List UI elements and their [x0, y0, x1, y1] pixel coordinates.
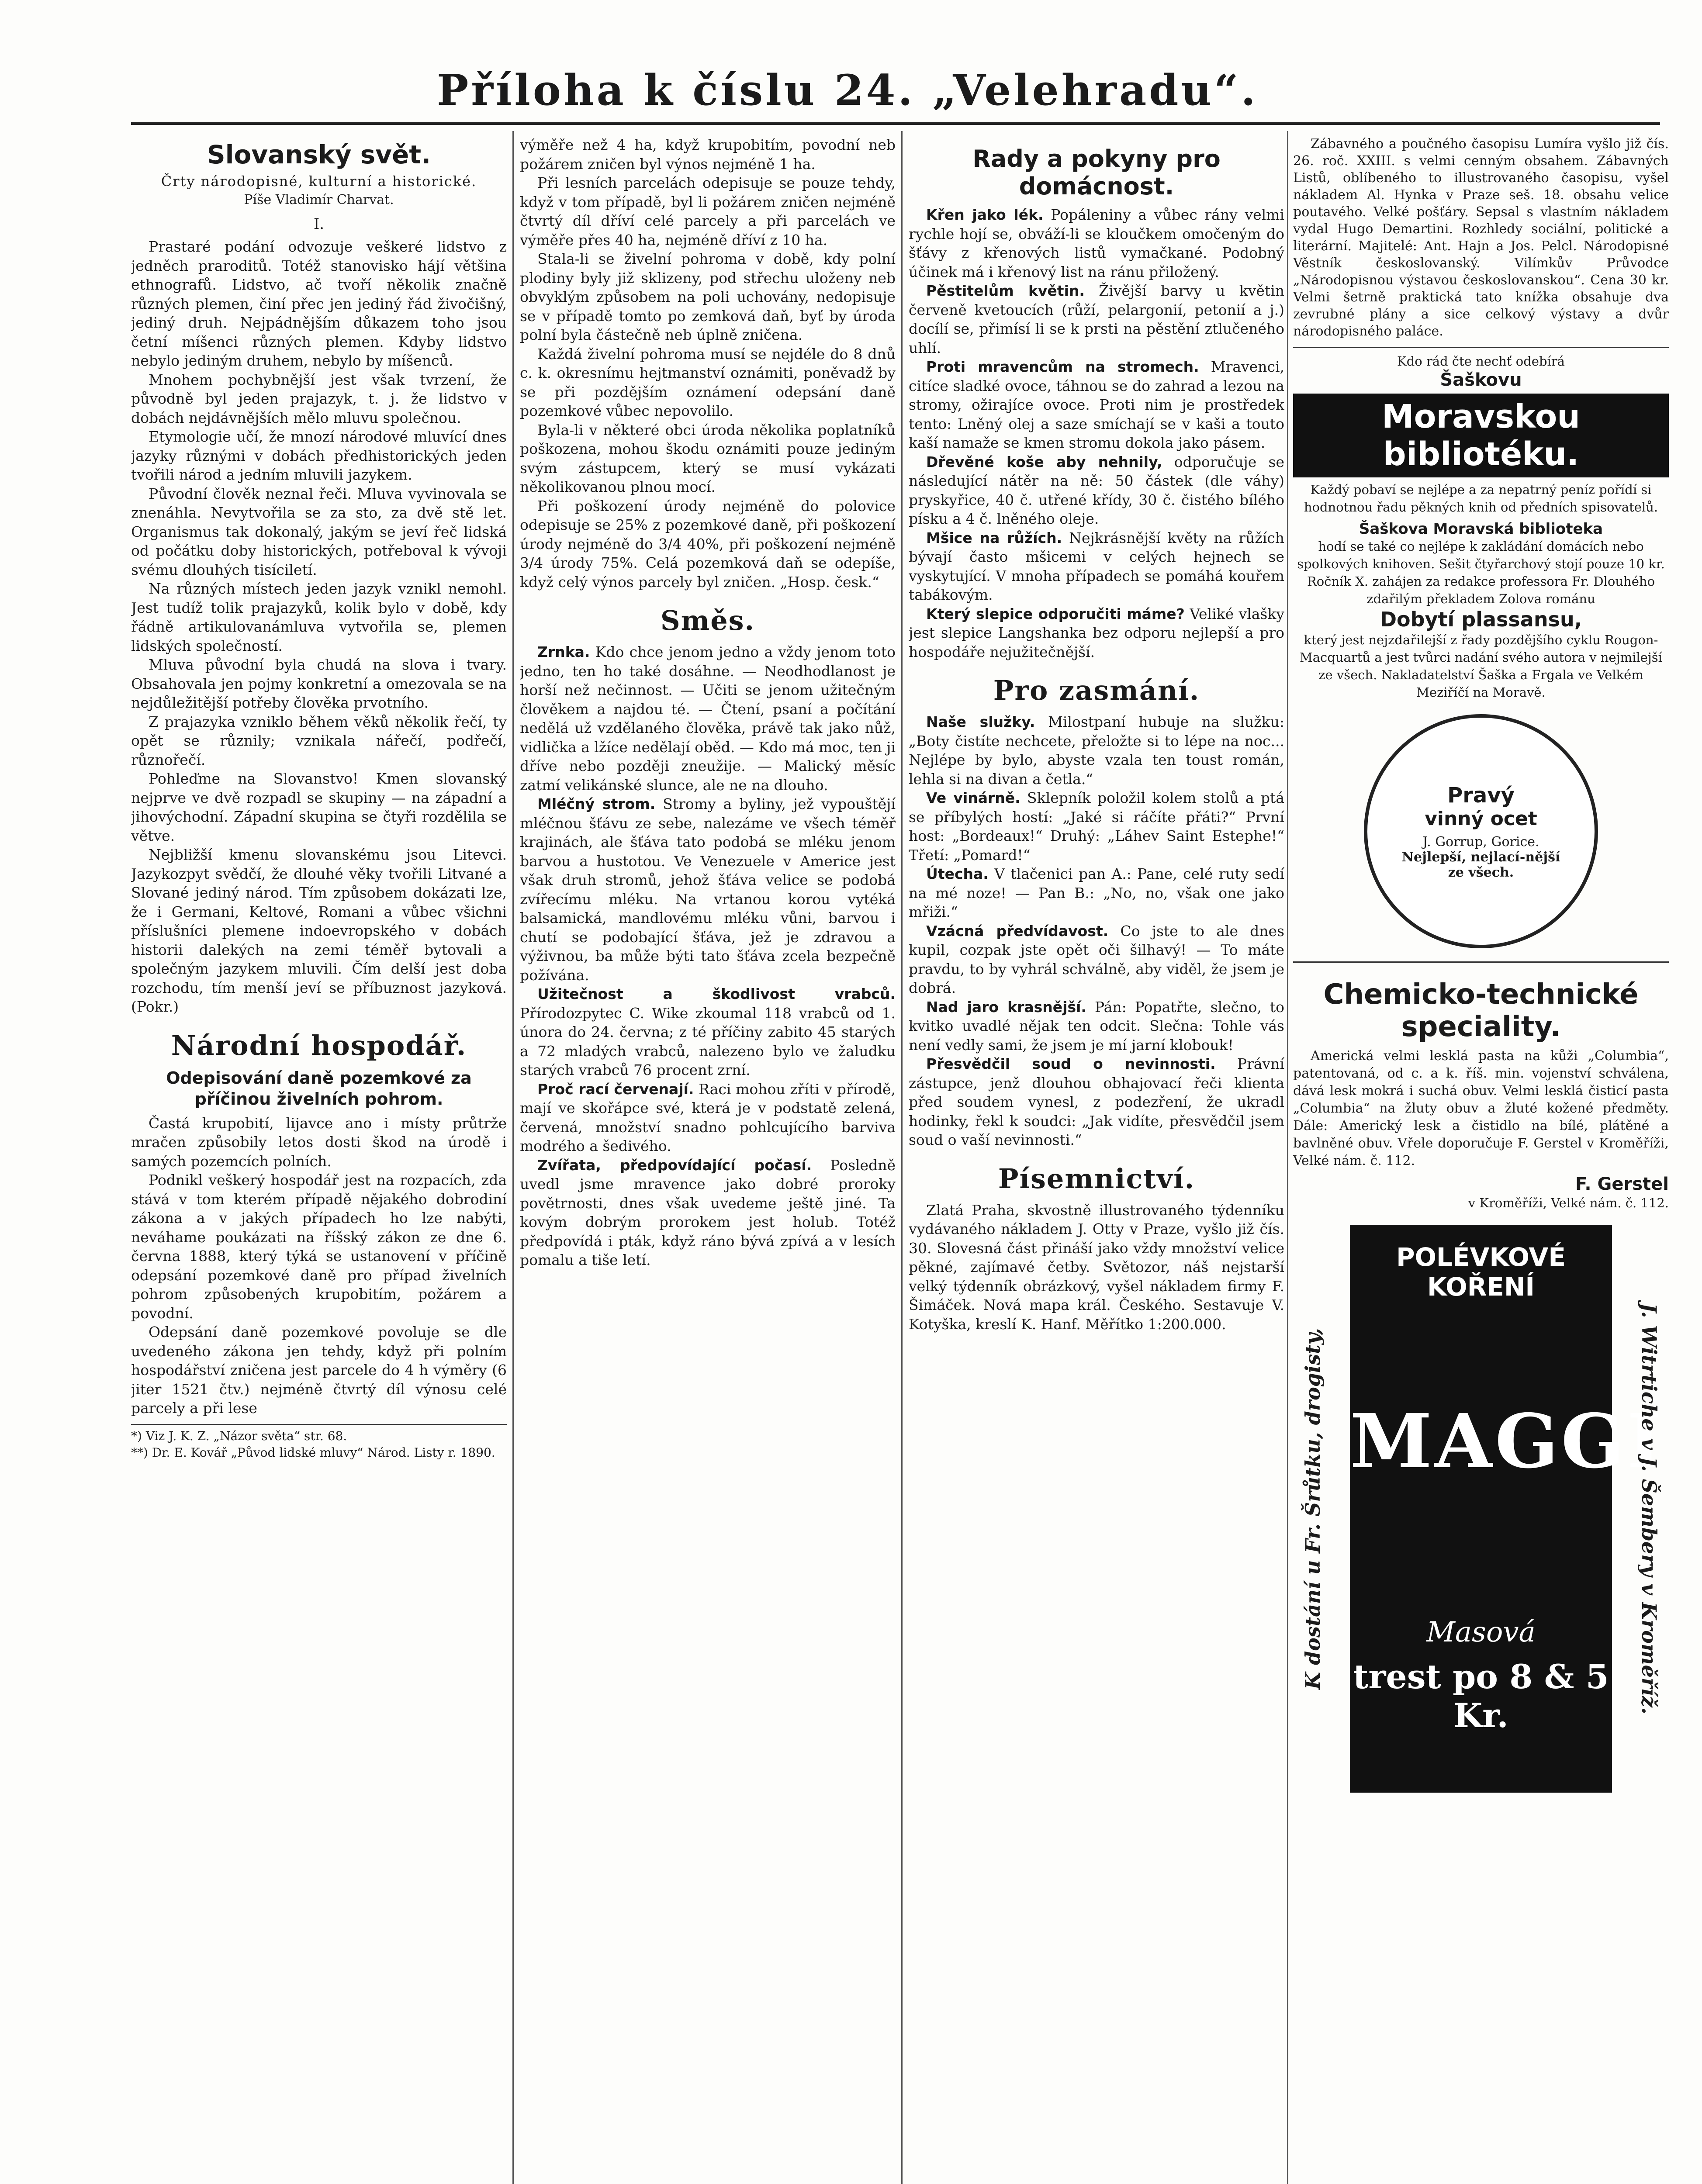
news-item — [520, 1156, 896, 1270]
item-text: V tlačenici pan A.: Pane, celé ruty sedí na mé noze! — Pan B.: „No, no, však one jako mřiži.“ — [909, 865, 1284, 920]
news-item — [909, 281, 1284, 357]
section-heading: Směs. — [660, 605, 755, 636]
seal-line: Nejlepší, nejlací-nější ze všech. — [1401, 850, 1560, 880]
item-heading: Proti mravencům na stromech. — [926, 358, 1199, 375]
column-4 — [1293, 135, 1669, 2184]
paragraph: Stala-li se živelní pohroma v době, kdy polní plodiny byly již sklizeny, pod střechu uloženy neb obvyklým způsobem na poli uchovány, nedopisuje se v případě tomto po zemková daň, byť by úroda polní byla částečně neb úplně zničena. — [520, 250, 896, 343]
item-heading: Užitečnost a škodlivost vrabců. — [537, 985, 896, 1002]
item-heading: Zvířata, předpovídající počasí. — [537, 1156, 812, 1174]
maggi-line: KOŘENÍ — [1427, 1272, 1535, 1302]
item-text: Stromy a byliny, jež vypouštějí mléčnou šťávu ze sebe, nalezáme ve všech téměř krajinách, ale šťáva tato podobá se mléku jenom barvou a hustotou. Ve Venezuele v Americe jest však druh stromů, jehož šťáva velice se podobá zvířecímu mléku. Na vrtanou korou vytéká balsamická, mandlovému mléku vůni, barvou i chutí se podobající šťáva, jež je zdravou a výživnou, ba může býti tato šťáva zcela bezpečně požívána. — [520, 795, 896, 984]
paragraph: Mluva původní byla chudá na slova i tvary. Obsahovala jen pojmy konkretní a omezovala se na nejdůležitější potřeby člověka prvotního. — [131, 656, 507, 711]
news-item — [909, 998, 1284, 1055]
maggi-price: trest po 8 & 5 Kr. — [1353, 1657, 1609, 1735]
ad-novel-title: Dobytí plassansu, — [1380, 608, 1582, 631]
ad-signer: F. Gerstel — [1575, 1174, 1669, 1194]
ad-publisher: Šaškovu — [1440, 370, 1522, 390]
paragraph: Nejbližší kmenu slovanskému jsou Litevci. Jazykozpyt svědčí, že dlouhé věky tvořili Litvané a Slované jediný národ. Tím způsobem dokázati lze, že i Germani, Keltové, Romani a vůbec všichni příslušníci plemene indoevropského v dobách historii dalekých na zemi téměř bytovali a společným jazykem mluvili. Čím delší jest doba rozchodu, tím menší jeví se příbuznost jazyková. (Pokr.) — [131, 846, 507, 1015]
item-heading: Dřevěné koše aby nehnily, — [926, 453, 1162, 470]
item-text: Veliké vlašky jest slepice Langshanka bez odporu nejlepší a pro hospodáře nejužitečnější. — [909, 605, 1284, 660]
maggi-line: POLÉVKOVÉ — [1396, 1242, 1566, 1272]
paragraph: Podnikl veškerý hospodář jest na rozpacích, zda stává v tom kterém případě nějakého dobrodiní zákona a v jakých případech ho lze nabýti, neváhame poukázati na říšský zákon ze dne 6. června 1888, který týká se ustanovení v příčině odepsání pozemkové daně pro případ živelních pohrom způsobených krupobitím, požárem a povodní. — [131, 1171, 507, 1322]
news-item — [520, 985, 896, 1080]
paragraph: Z prajazyka vzniklo během věků několik řečí, ty opět se různily; vznikala nářečí, podřečí, různořečí. — [131, 713, 507, 768]
seal-line: J. Gorrup, Gorice. — [1422, 834, 1539, 850]
news-item — [909, 712, 1284, 788]
ad-subtitle: Šaškova Moravská biblioteka — [1359, 520, 1603, 538]
news-item — [909, 529, 1284, 605]
ad-text: hodí se také co nejlépe k zakládání domácích nebo spolkových knihoven. Sešit čtyřarchový stojí pouze 10 kr. — [1297, 539, 1665, 571]
news-item — [909, 788, 1284, 864]
paragraph: Častá krupobití, lijavce ano i místy průtrže mračen způsobily letos dosti škod na úrodě i samých pozemcích polních. — [131, 1114, 507, 1170]
masthead-rule — [131, 122, 1660, 125]
item-text: Raci mohou zříti v přírodě, mají ve skořápce své, která je v podstatě zelená, červená, množství snadno pohlcujícího barviva modrého a šedivého. — [520, 1080, 896, 1154]
section-subheading: Odepisování daně pozemkové za příčinou živelních pohrom. — [166, 1068, 472, 1109]
item-text: Kdo chce jenom jedno a vždy jenom toto jedno, ten ho také dosáhne. — Neodhodlanost je horší než nečinnost. — Učiti se jenom užitečným člověkem a najdou té. — Čtení, psaní a počítání nedělá už vzdělaného člověka, právě tak jako nůž, vidlička a lžíce nedělají oběd. — Kdo má moc, ten ji dříve nebo později zneužije. — Malický měsíc zatmí velikánské slunce, ale ne na dlouho. — [520, 643, 896, 794]
paragraph: Na různých místech jeden jazyk vznikl nemohl. Jest tudíž tolik prajazyků, kolik bylo v době, kdy řádně artikulovanámluva vytvořila se, plemen lidských společností. — [131, 580, 507, 654]
news-item — [520, 795, 896, 985]
advertisement-chemical — [1293, 961, 1669, 1212]
item-text: Sklepník položil kolem stolů a ptá se příbylých hostí: „Jaké si ráčíte přáti?“ První host: „Bordeaux!“ Druhý: „Láhev Saint Estephe!“ Třetí: „Pomard!“ — [909, 789, 1284, 864]
seal-line: vinný ocet — [1425, 808, 1537, 830]
item-text: Živější barvy u květin červeně kvetoucích (růží, pelargonií, petonií a j.) docílí se, přimísí li se k prsti na pěstění ztlučeného uhlí. — [909, 282, 1284, 356]
item-heading: Mšice na růžích. — [926, 529, 1062, 546]
paragraph: Každá živelní pohroma musí se nejdéle do 8 dnů c. k. okresnímu hejtmanství oznámiti, poněvadž by se při pozdějším oznámení odepsání daně pozemkové vůbec nepovolilo. — [520, 345, 896, 419]
section-heading: Písemnictví. — [998, 1162, 1195, 1195]
ad-text: Každý pobaví se nejlépe a za nepatrný peníz pořídí si hodnotnou řadu pěkných knih od předních spisovatelů. — [1304, 482, 1658, 515]
ad-title: Moravskou bibliotéku. — [1293, 394, 1669, 477]
column-divider — [512, 131, 514, 2184]
item-heading: Který slepice odporučiti máme? — [926, 605, 1185, 622]
footnote: **) Dr. E. Kovář „Původ lidské mluvy“ Národ. Listy r. 1890. — [131, 1445, 495, 1460]
paragraph: Při lesních parcelách odepisuje se pouze tehdy, když v tom případě, byl li požárem zničen nejméně čtvrtý díl dříví celé parcely a při parcelách ve výměře přes 40 ha, nejméně dříví z 10 ha. — [520, 174, 896, 249]
maggi-right-text: J. Witrtiche v J. Šembery v Kroměříž. — [1637, 1303, 1661, 1714]
ad-tagline: Kdo rád čte nechť odebírá — [1397, 354, 1565, 369]
news-item — [520, 1080, 896, 1156]
item-text: Milostpaní hubuje na služku: „Boty čistíte nechcete, přeložte si to lépe na noc... Nejlépe by bylo, abyste vzala ten toust román, lehla si na divan a četla.“ — [909, 713, 1284, 788]
ad-address: v Kroměříži, Velké nám. č. 112. — [1468, 1196, 1669, 1210]
article-title: Slovanský svět. — [207, 140, 431, 169]
paragraph: Byla-li v některé obci úroda několika poplatníků poškozena, mohou škodu oznámiti pouze jediným svým zástupcem, který se musí vykázati několikovanou plnou mocí. — [520, 421, 896, 495]
news-item — [909, 922, 1284, 998]
paragraph: Zlatá Praha, skvostně illustrovaného týdenníku vydávaného nákladem J. Otty v Praze, vyšlo již čís. 30. Slovesná část přináší jako vždy množství velice pěkné, zajímavé četby. Světozor, náš nejstarší velký týdenník obrázkový, vyšel nákladem firmy F. Šimáček. Nová mapa král. Českého. Sestavuje V. Kotyška, kreslí K. Hanf. Měřítko 1:200.000. — [909, 1201, 1284, 1333]
paragraph: Odepsání daně pozemkové povoluje se dle uvedeného zákona jen tehdy, když při polním hospodářství zničena jest parcele do 4 h výměry (6 jiter 1521 čtv.) nejméně čtvrtý díl výnosu celé parcely a při lese — [131, 1324, 507, 1417]
maggi-side-text — [1629, 1225, 1669, 1793]
column-2 — [520, 135, 896, 2184]
item-heading: Útecha. — [926, 865, 989, 882]
news-item — [909, 357, 1284, 453]
paragraph: Prastaré podání odvozuje veškeré lidstvo z jedněch praroditů. Totéž stanovisko hájí většina ethnografů. Lidstvo, ač tvoří několik značně různých plemen, činí přec jen jediný řád živočišný, jediný druh. Nejpádnějším důkazem toho jsou četní míšenci různých plemen. Kdyby lidstvo nebylo jediným druhem, nebylo by míšenců. — [131, 238, 507, 369]
item-heading: Přesvědčil soud o nevinnosti. — [926, 1055, 1216, 1072]
footnote: *) Viz J. K. Z. „Názor světa“ str. 68. — [131, 1428, 347, 1443]
vinegar-ad-seal — [1364, 714, 1598, 948]
item-heading: Mléčný strom. — [537, 795, 656, 812]
chapter-number: I. — [313, 215, 325, 233]
item-text: Mravenci, citíce sladké ovoce, táhnou se do zahrad a lezou na stromy, ožirajíce ovoce. Proti nim je prostředek tento: Lněný olej a saze smíchají se v kaši a touto kaší namaže se kmen stromu dokola jako pásem. — [909, 358, 1284, 451]
column-1 — [131, 135, 507, 2184]
item-text: Právní zástupce, jenž dlouhou obhajovací řeči klienta před soudem vynesl, z podezření, že ukradl hodinky, řekl k soudci: „Jak vidíte, přesvědčil jsem soud o vaší nevinnosti.“ — [909, 1055, 1284, 1148]
ad-text: Americká velmi lesklá pasta na kůži „Columbia“, patentovaná, od c. a k. říš. min. vojenství schválena, dává lesk mokrá i suchá obuv. Velmi lesklá čisticí pasta „Columbia“ na žluty obuv a žluté kožené předměty. Dále: Americký lesk a čistidlo na bílé, plátěné a bavlněné obuv. Vřele doporučuje F. Gerstel v Kroměříži, Velké nám. č. 112. — [1293, 1048, 1669, 1168]
item-heading: Nad jaro krasnější. — [926, 998, 1086, 1016]
item-heading: Zrnka. — [537, 643, 590, 660]
paragraph: výměře než 4 ha, když krupobitím, povodní neb požárem zničen byl výnos nejméně 1 ha. — [520, 136, 896, 173]
advertisement-maggi — [1293, 1225, 1669, 1793]
item-text: Co jste to ale dnes kupil, cozpak jste opět oči šilhavý! — To máte pravdu, to by vyhrál schválně, aby viděl, že jsem je dobrá. — [909, 922, 1284, 996]
item-text: odporučuje se následující nátěr na ně: 50 částek (dle váhy) pryskyřice, 40 č. utřené křídy, 30 č. čistého bílého písku a 4 č. lněného oleje. — [909, 453, 1284, 527]
maggi-line: Masová — [1426, 1616, 1536, 1648]
item-heading: Ve vinárně. — [926, 789, 1021, 806]
paragraph: Zábavného a poučného časopisu Lumíra vyšlo již čís. 26. roč. XXIII. s velmi cenným obsahem. Zábavných Listů, oblíbeného to illustrovaného časopisu, vyšel nákladem Al. Hynka v Praze seš. 18. obsahu velice poutavého. Velké pošťáry. Sepsal s vlastním nákladem vydal Hugo Demartini. Rozhledy sociální, politické a literární. Majitelé: Ant. Hajn a Jos. Pelcl. Národopisné Věstník českoslovanský. Vilímkův Průvodce „Národopisnou výstavou českoslovanskou“. Cena 30 kr. Velmi šetrně praktická tato knížka obsahuje dva zevrubné plány a sice celkový výstavy a dvůr národopisného paláce. — [1293, 136, 1669, 339]
column-divider — [901, 131, 903, 2184]
item-text: Posledně uvedl jsme mravence jako dobré proroky povětrnosti, dnes však uvedeme ještě jiné. Ta kovým dobrým prorokem jest holub. Totéž předpovídá i pták, když ráno bývá zpívá a v lesích pomalu a tiše letí. — [520, 1156, 896, 1268]
maggi-logo: MAGGI — [1350, 1398, 1664, 1485]
paragraph: Při poškození úrody nejméně do polovice odepisuje se 25% z pozemkové daně, při poškození úrody nejméně do 3/4 40%, při poškození nejméně 3/4 úrody 75%. Celá pozemková daň se odepíše, když celý výnos parcely byl zničen. „Hosp. česk.“ — [520, 497, 896, 591]
ad-title: Chemicko-technické speciality. — [1323, 978, 1639, 1043]
item-text: Nejkrásnější květy na růžích bývají často mšicemi v celých hejnech se vyskytující. V mnoha případech se pomáhá kouřem tabákovým. — [909, 529, 1284, 603]
advertisement-bibliotheca — [1293, 347, 1669, 701]
news-item — [520, 643, 896, 795]
seal-line: Pravý — [1447, 783, 1515, 808]
paragraph: Pohleďme na Slovanstvo! Kmen slovanský nejprve ve dvě rozpadl se skupiny — na západní a jihovýchodní. Západní skupina se čtyři rozdělila se větve. — [131, 770, 507, 844]
news-item — [909, 605, 1284, 662]
item-text: Přírodozpytec C. Wike zkoumal 118 vrabců od 1. února do 24. června; z té příčiny zabito 45 starých a 72 mladých vrabců, nalezeno bylo ve žaludku starých vrabců 76 procent zrní. — [520, 1004, 896, 1078]
item-heading: Vzácná předvídavost. — [926, 922, 1109, 940]
paragraph: Původní člověk neznal řeči. Mluva vyvinovala se znenáhla. Nevytvořila se za sto, za dvě stě let. Organismus tak dokonalý, jakým se jeví řeč lidská od počátku doby historických, potřeboval k vývoji svému dlouhých tisíciletí. — [131, 485, 507, 578]
ad-text: Ročník X. zahájen za redakce professora Fr. Dlouhého zdařilým překladem Zolova románu — [1307, 574, 1655, 606]
item-heading: Proč rací červenají. — [537, 1080, 694, 1098]
maggi-left-text: K dostání u Fr. Šrůtku, drogisty, — [1301, 1328, 1325, 1690]
item-heading: Pěstitelům květin. — [926, 282, 1085, 299]
article-author: Píše Vladimír Charvat. — [244, 192, 394, 207]
section-heading: Pro zasmání. — [993, 674, 1200, 706]
item-heading: Naše služky. — [926, 713, 1035, 730]
masthead: Příloha k číslu 24. „Velehradu“. — [437, 66, 1258, 115]
news-item — [909, 453, 1284, 529]
item-text: Pán: Popatřte, slečno, to kvitko uvadlé nějak ten odcit. Slečna: Tohle vás není vedly sami, že jsem je mí jarní klobouk! — [909, 998, 1284, 1054]
column-divider — [1287, 131, 1288, 2184]
item-heading: Křen jako lék. — [926, 206, 1044, 223]
article-subtitle: Črty národopisné, kulturní a historické. — [161, 173, 477, 190]
ad-text: který jest nejzdařilejší z řady pozdějšího cyklu Rougon-Macquartů a jest tvůrci nadání svého autora v nejmilejší ze všech. Nakladatelství Šaška a Frgala ve Velkém Meziříčí na Moravě. — [1300, 632, 1662, 700]
section-heading: Národní hospodář. — [171, 1029, 467, 1061]
paragraph: Mnohem pochybnější jest však tvrzení, že původně byl jeden prajazyk, t. j. že lidstvo v dobách nejdávnějších mělo mluvu společnou. — [131, 371, 507, 426]
news-item — [909, 1054, 1284, 1150]
footnotes — [131, 1424, 507, 1461]
column-3 — [909, 135, 1284, 2184]
paragraph: Etymologie učí, že mnozí národové mluvící dnes jazyky různými v dobách předhistorických jeden tvořili národ a jedním mluvili jazykem. — [131, 428, 507, 483]
item-text: Popáleniny a vůbec rány velmi rychle hojí se, obváží-li se kloučkem omočeným do šťávy z křenových listů vymačkané. Podobný účinek má i křenový list na ránu přiložený. — [909, 206, 1284, 280]
news-item — [909, 864, 1284, 922]
section-heading: Rady a pokyny pro domácnost. — [972, 145, 1221, 200]
news-item — [909, 205, 1284, 281]
maggi-side-text — [1293, 1225, 1332, 1793]
